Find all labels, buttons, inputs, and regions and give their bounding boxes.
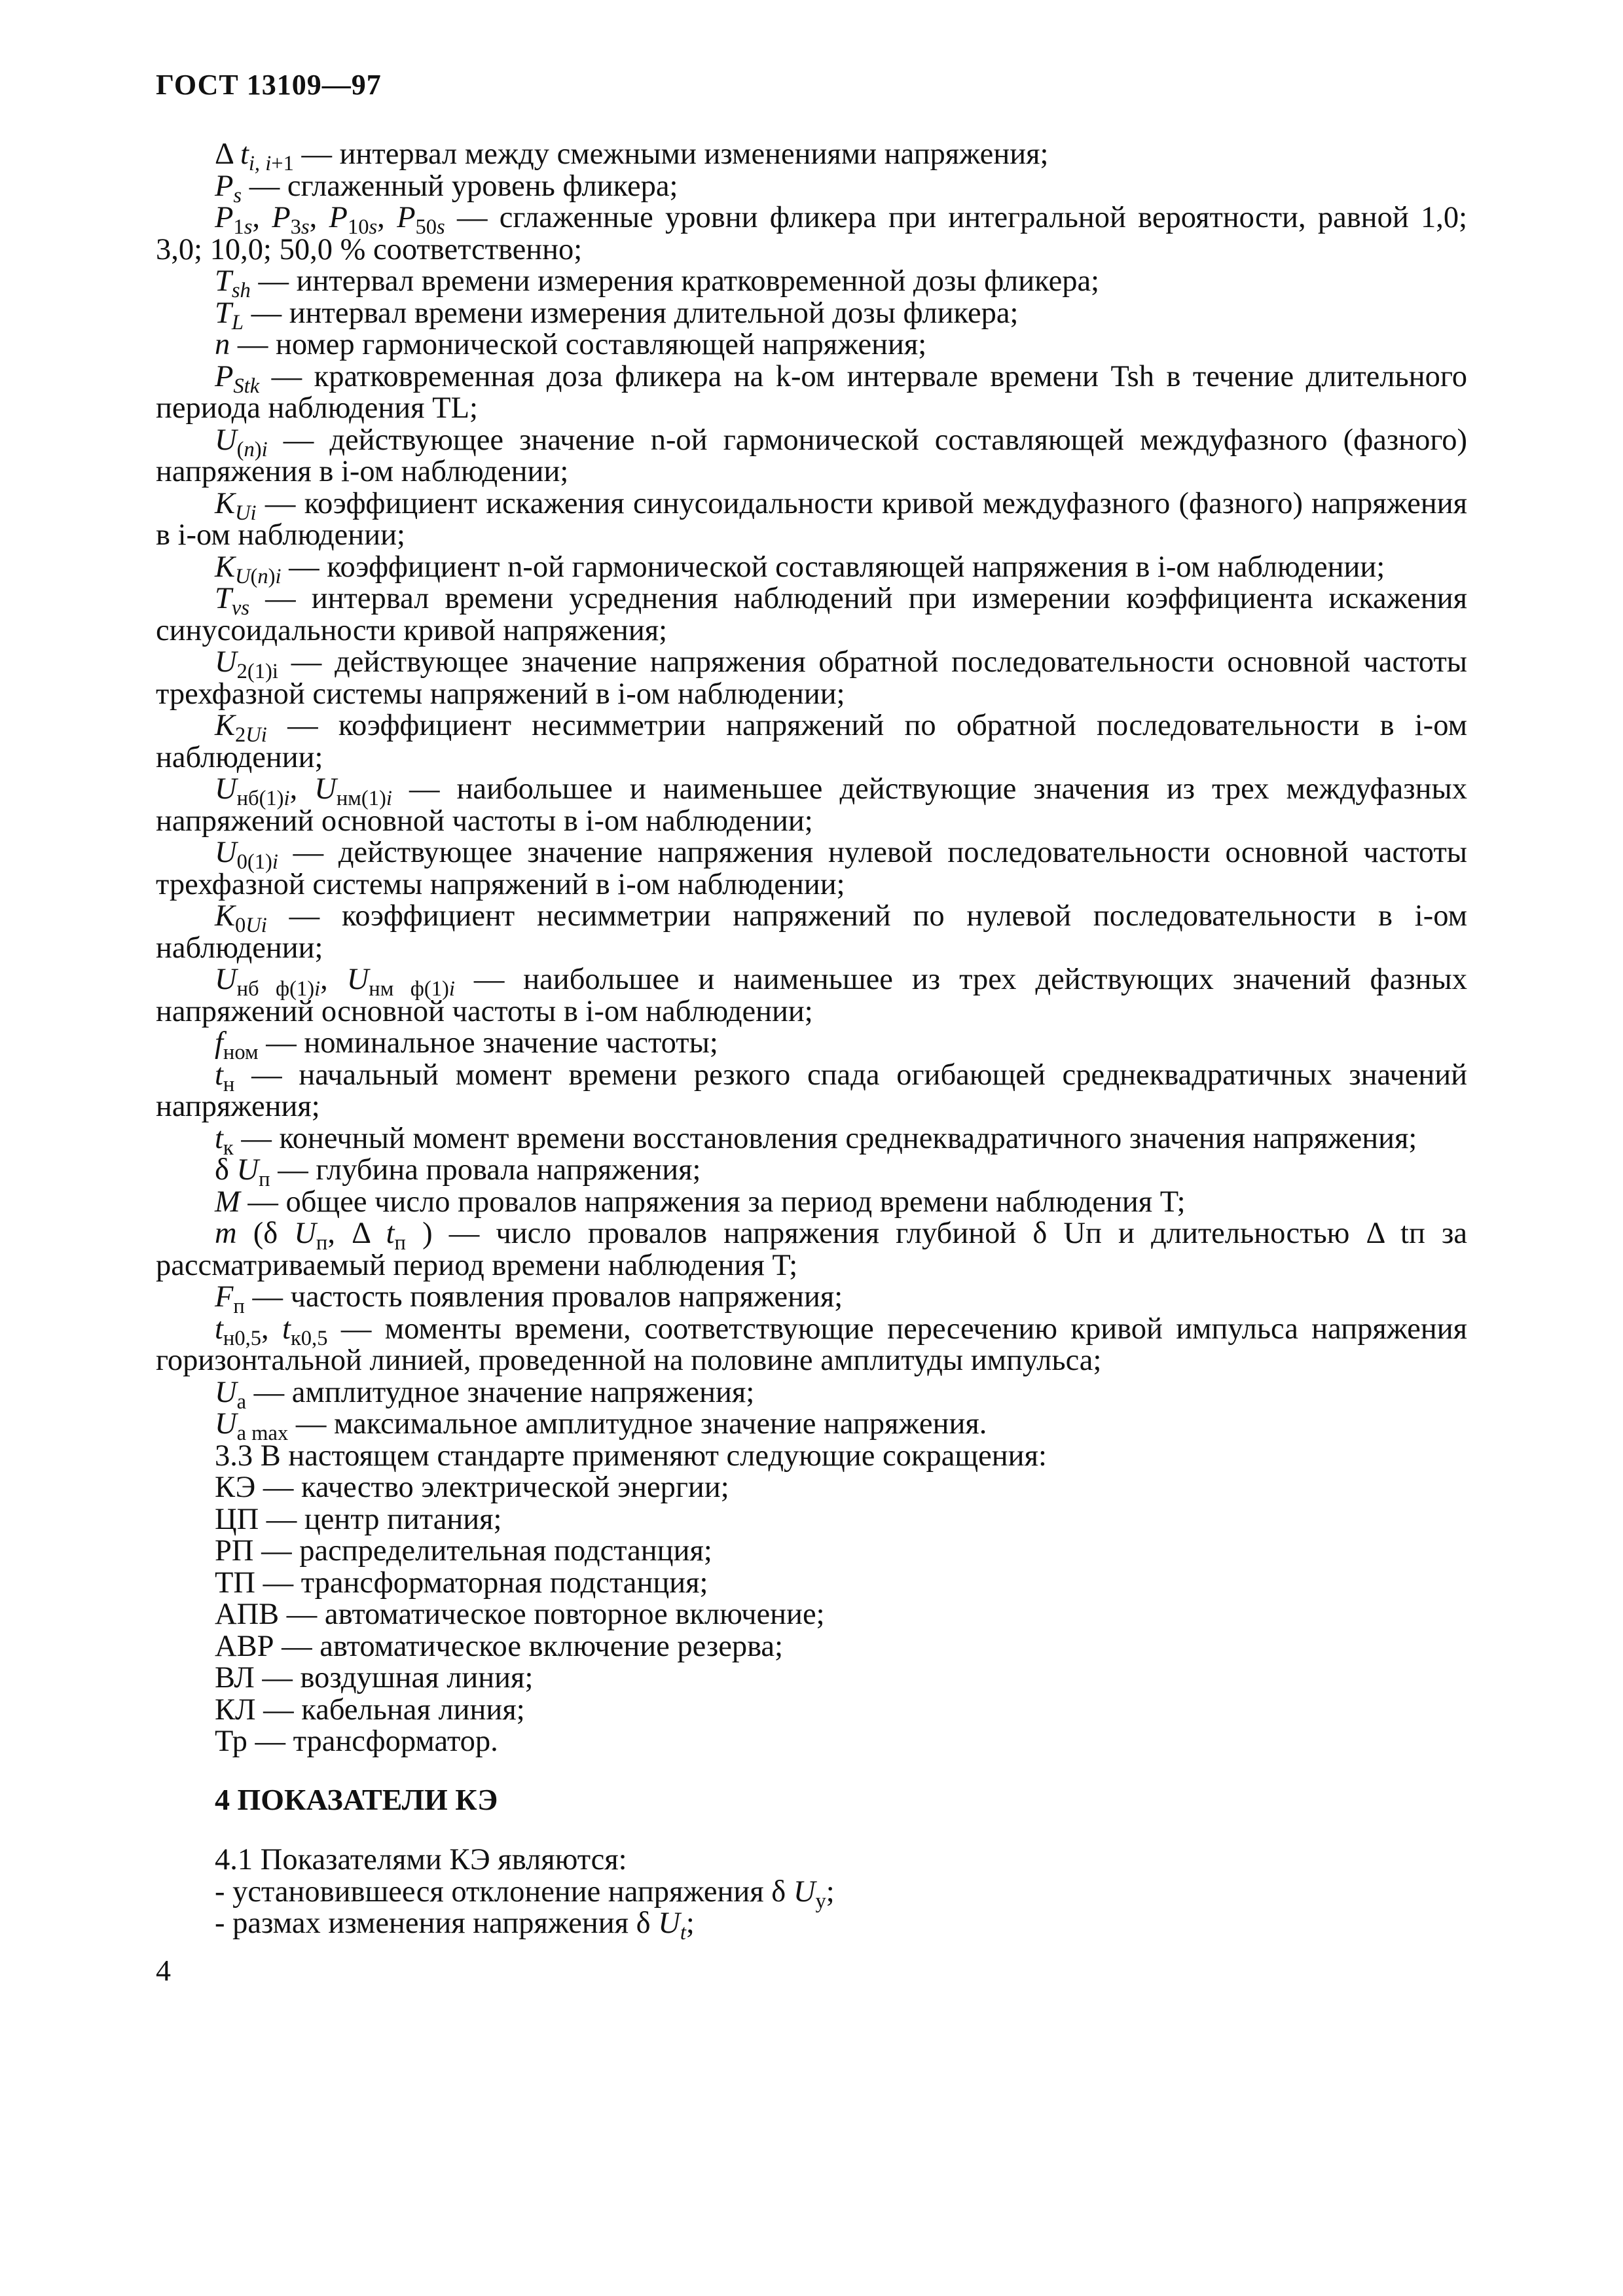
section-intro: 4.1 Показателями КЭ являются: bbox=[215, 1843, 627, 1876]
definition-ku-n-i: $K_{U(n)i}$ — коэффициент n-ой гармонической составляющей напряжения в i-ом наблюдении; bbox=[215, 550, 1385, 588]
indicator-item: - размах изменения напряжения δ $U_t$; bbox=[215, 1907, 695, 1945]
abbreviations-intro: 3.3 В настоящем стандарте применяют следующие сокращения: bbox=[215, 1439, 1047, 1473]
definition-u0: $U_{0(1)i}$ — действующее значение напряжения нулевой последовательности основной частоты трехфазной системы напряжений в i-ом наблюдении; bbox=[156, 836, 1468, 901]
definition-tk: $t_к$ — конечный момент времени восстановления среднеквадратичного значения напряжения; bbox=[215, 1121, 1417, 1160]
document-header: ГОСТ 13109—97 bbox=[156, 69, 382, 101]
definition-ua: $U_а$ — амплитудное значение напряжения; bbox=[215, 1375, 755, 1414]
definition-delta-up: δ $U_п$ — глубина провала напряжения; bbox=[215, 1153, 701, 1192]
document-body bbox=[156, 137, 1468, 1945]
definition-tsh: $T_{sh}$ — интервал времени измерения кратковременной дозы фликера; bbox=[215, 264, 1100, 303]
definition-fnom: $f_{ном}$ — номинальное значение частоты; bbox=[215, 1026, 718, 1065]
definition-kui: $K_{Ui}$ — коэффициент искажения синусоидальности кривой междуфазного (фазного) напряжения в i-ом наблюдении; bbox=[156, 486, 1467, 552]
definition-pstk: $P_{Stk}$ — кратковременная доза фликера на k-ом интервале времени Tsh в течение длительного периода наблюдения TL; bbox=[156, 359, 1468, 425]
definition-n: n — номер гармонической составляющей напряжения; bbox=[215, 328, 927, 361]
definition-ua-max: $U_{а max}$ — максимальное амплитудное значение напряжения. bbox=[215, 1407, 987, 1446]
page-number: 4 bbox=[156, 1954, 171, 1987]
definition-u-nb-nm: $U_{нб(1)i}$, $U_{нм(1)i}$ — наибольшее и наименьшее действующие значения из трех междуфазных напряжений основной частоты в i-ом наблюдении; bbox=[156, 772, 1467, 838]
definition-t-impulse: $t_{н0,5}$, $t_{к0,5}$ — моменты времени, соответствующие пересечению кривой импульса напряжения горизонтальной линией, проведенной на половине амплитуды импульса; bbox=[156, 1312, 1468, 1377]
section-title: 4 ПОКАЗАТЕЛИ КЭ bbox=[215, 1782, 498, 1816]
definition-tn: $t_н$ — начальный момент времени резкого спада огибающей среднеквадратичных значений напряжения; bbox=[156, 1058, 1467, 1123]
definition-m-dip: m (δ $U_п$, Δ $t_п$ ) — число провалов напряжения глубиной δ Uп и длительностью Δ tп за рассматриваемый период времени наблюдения T; bbox=[156, 1217, 1467, 1282]
indicator-item: - установившееся отклонение напряжения δ $U_у$; bbox=[215, 1874, 835, 1913]
definition-tl: $T_L$ — интервал времени измерения длительной дозы фликера; bbox=[215, 296, 1019, 334]
definition-p-levels: $P_{1s}$, $P_{3s}$, $P_{10s}$, $P_{50s}$ — сглаженные уровни фликера при интегральной вероятности, равной 1,0; 3,0; 10,0; 50,0 % соответственно; bbox=[156, 201, 1468, 266]
definition-ps: $P_s$ — сглаженный уровень фликера; bbox=[215, 169, 678, 207]
definition-u2: $U_{2(1)i}$ — действующее значение напряжения обратной последовательности основной частоты трехфазной системы напряжений в i-ом наблюдении; bbox=[156, 645, 1468, 711]
definition-k2ui: $K_{2Ui}$ — коэффициент несимметрии напряжений по обратной последовательности в i-ом наблюдении; bbox=[156, 709, 1467, 774]
abbreviation-item: КЭ — качество электрической энергии; bbox=[215, 1471, 729, 1504]
abbreviation-item: АВР — автоматическое включение резерва; bbox=[215, 1629, 783, 1663]
definition-u-n-i: $U_{(n)i}$ — действующее значение n-ой гармонической составляющей междуфазного (фазного) напряжения в i-ом наблюдении; bbox=[156, 423, 1467, 488]
abbreviation-item: Тр — трансформатор. bbox=[215, 1725, 498, 1758]
definition-fp: $F_п$ — частость появления провалов напряжения; bbox=[215, 1280, 843, 1319]
abbreviation-item: ЦП — центр питания; bbox=[215, 1502, 502, 1536]
definition-m: M — общее число провалов напряжения за период времени наблюдения T; bbox=[215, 1185, 1186, 1219]
definition-k0ui: $K_{0Ui}$ — коэффициент несимметрии напряжений по нулевой последовательности в i-ом наблюдении; bbox=[156, 899, 1468, 965]
abbreviation-item: КЛ — кабельная линия; bbox=[215, 1693, 525, 1727]
definition-tvs: $T_{vs}$ — интервал времени усреднения наблюдений при измерении коэффициента искажения синусоидальности кривой напряжения; bbox=[156, 582, 1468, 647]
abbreviation-item: АПВ — автоматическое повторное включение; bbox=[215, 1598, 825, 1631]
abbreviation-item: ТП — трансформаторная подстанция; bbox=[215, 1566, 708, 1600]
abbreviation-item: ВЛ — воздушная линия; bbox=[215, 1661, 534, 1695]
definition-delta-t: Δ $t_{i, i+1}$ — интервал между смежными изменениями напряжения; bbox=[215, 137, 1049, 176]
definition-u-nb-f: $U_{нб ф(1)i}$, $U_{нм ф(1)i}$ — наибольшее и наименьшее из трех действующих значений фазных напряжений основной частоты в i-ом наблюдении; bbox=[156, 963, 1468, 1028]
abbreviation-item: РП — распределительная подстанция; bbox=[215, 1534, 712, 1568]
